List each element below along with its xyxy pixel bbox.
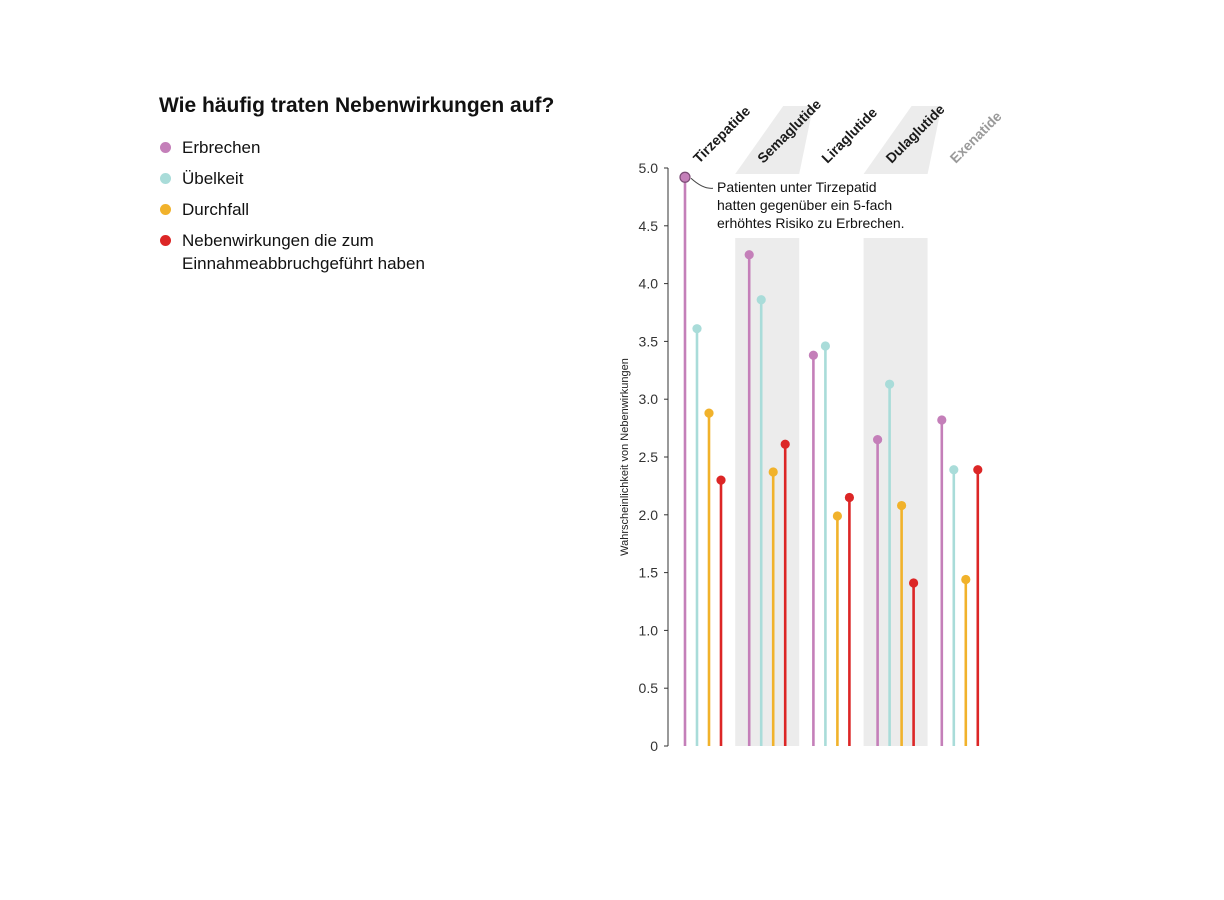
y-tick-label: 1.5: [638, 564, 658, 581]
lollipop-point: [769, 467, 778, 476]
annotation-text: [717, 179, 905, 231]
category-label: Liraglutide: [818, 104, 881, 167]
lollipop-point: [845, 493, 854, 502]
page-title: Wie häufig traten Nebenwirkungen auf?: [159, 94, 555, 117]
y-tick-label: 3.5: [638, 333, 658, 350]
legend-label: Nebenwirkungen die zum Einnahmeabbruchgeführt haben: [182, 231, 425, 273]
lollipop-point: [885, 380, 894, 389]
annotation-line: hatten gegenüber ein 5-fach: [717, 197, 893, 213]
y-tick-label: 5.0: [638, 160, 658, 176]
lollipop-point: [821, 341, 830, 350]
lollipop-point: [949, 465, 958, 474]
y-axis-title: Wahrscheinlichkeit von Nebenwirkungen: [619, 358, 631, 556]
y-tick-label: 0: [650, 738, 658, 754]
lollipop-point: [897, 501, 906, 510]
legend-item-abbruch: [160, 229, 462, 275]
legend-label: Erbrechen: [182, 138, 261, 157]
lollipop-chart: [600, 90, 1040, 770]
legend-dot-icon: [160, 142, 171, 153]
y-tick-label: 2.0: [638, 506, 658, 523]
y-tick-label: 4.0: [638, 275, 658, 292]
lollipop-point: [757, 295, 766, 304]
y-tick-label: 3.0: [638, 391, 658, 408]
category-label: Exenatide: [946, 108, 1005, 167]
y-tick-label: 1.0: [638, 622, 658, 639]
annotation-connector: [691, 178, 713, 188]
category-label: Semaglutide: [754, 95, 825, 167]
annotation-line: erhöhtes Risiko zu Erbrechen.: [717, 215, 905, 231]
category-label: Tirzepatide: [689, 102, 754, 167]
legend-item-uebelkeit: [160, 167, 462, 190]
lollipop-point: [973, 465, 982, 474]
legend-label: Übelkeit: [182, 169, 244, 188]
legend-item-durchfall: [160, 198, 462, 221]
lollipop-point: [692, 324, 701, 333]
legend-item-erbrechen: [160, 136, 462, 159]
lollipop-point: [909, 578, 918, 587]
lollipop-point: [937, 415, 946, 424]
y-tick-label: 0.5: [638, 680, 658, 697]
lollipop-point: [809, 351, 818, 360]
category-band: [735, 238, 799, 746]
y-tick-label: 2.5: [638, 449, 658, 465]
lollipop-point: [704, 408, 713, 417]
category-label: Dulaglutide: [882, 100, 948, 167]
lollipop-point: [873, 435, 882, 444]
category-band: [864, 238, 928, 746]
legend: [160, 136, 462, 283]
annotation-line: Patienten unter Tirzepatid: [717, 179, 877, 195]
legend-dot-icon: [160, 173, 171, 184]
lollipop-point: [961, 575, 970, 584]
lollipop-point: [781, 440, 790, 449]
y-tick-label: 4.5: [638, 217, 658, 234]
legend-dot-icon: [160, 235, 171, 246]
legend-dot-icon: [160, 204, 171, 215]
lollipop-point: [833, 511, 842, 520]
lollipop-point: [716, 476, 725, 485]
legend-label: Durchfall: [182, 200, 250, 219]
lollipop-point: [745, 250, 754, 259]
